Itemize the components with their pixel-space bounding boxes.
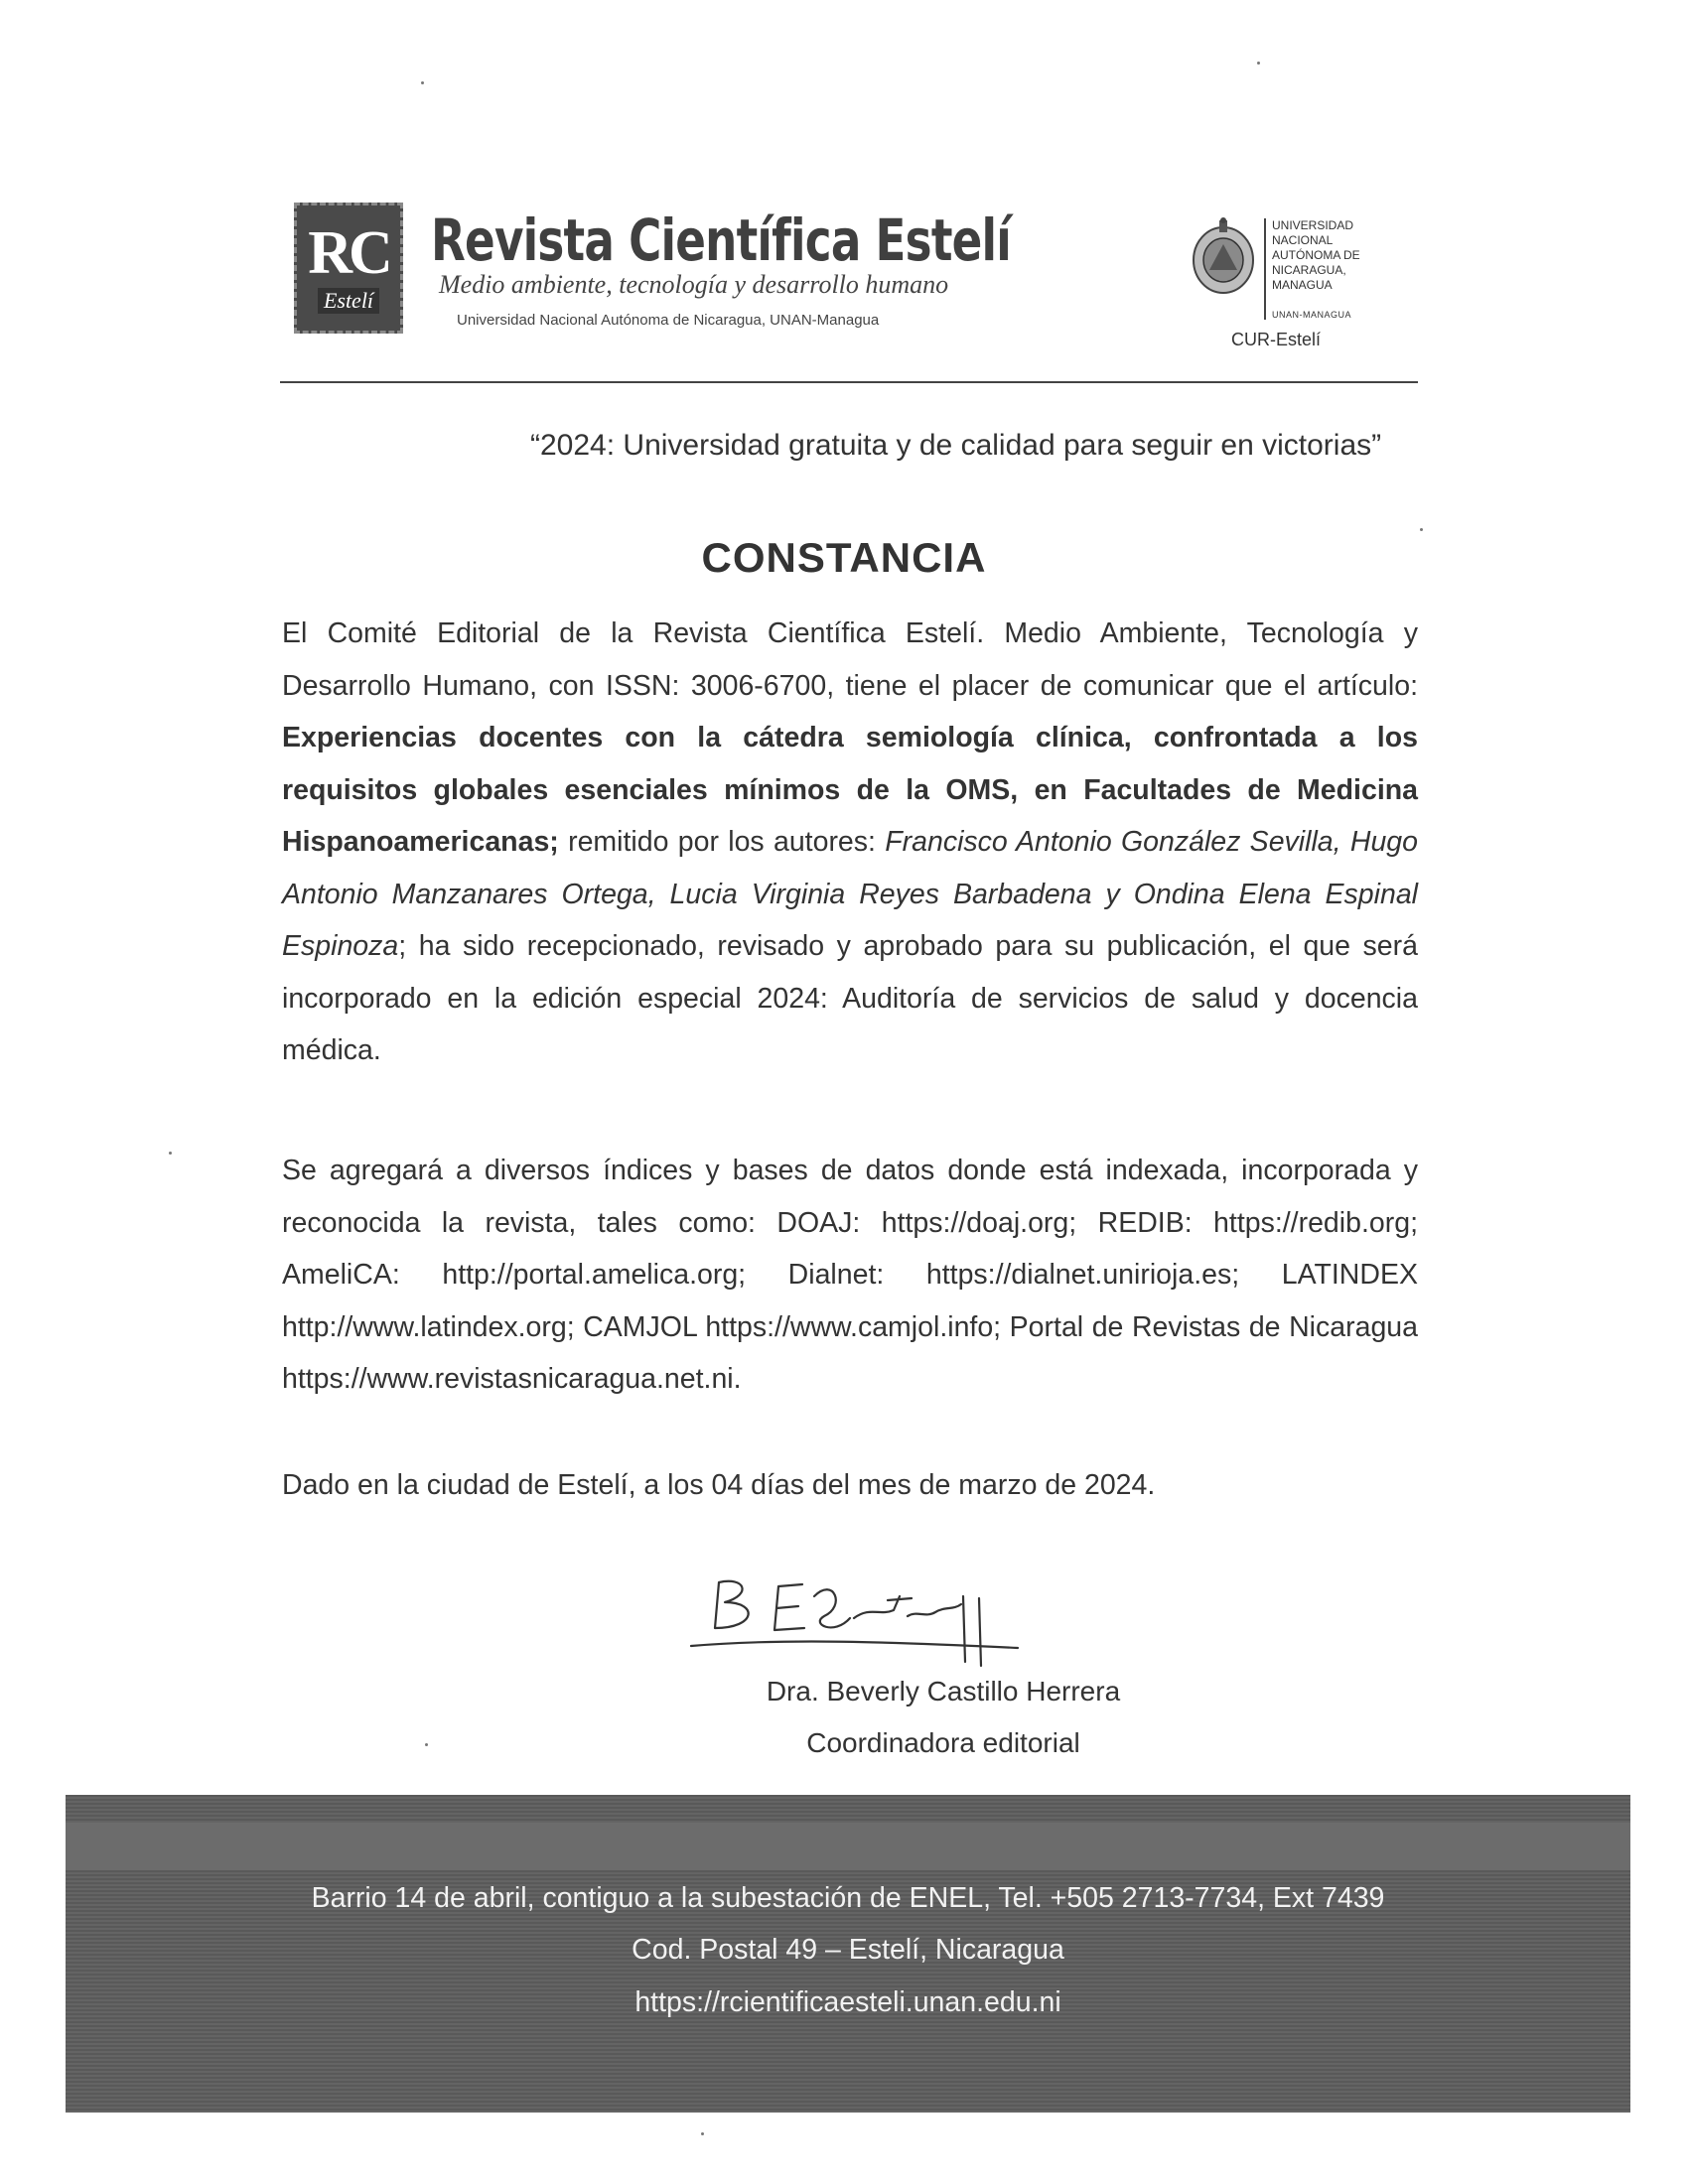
journal-tagline: Medio ambiente, tecnología y desarrollo humano — [439, 270, 949, 299]
journal-title: Revista Científica Estelí — [431, 206, 1012, 274]
body-paragraph-3: Dado en la ciudad de Estelí, a los 04 días del mes de marzo de 2024. — [282, 1469, 1156, 1501]
scan-speck — [421, 81, 424, 84]
scan-speck — [169, 1152, 172, 1155]
unan-name-line: NACIONAL — [1272, 233, 1334, 247]
university-seal-icon — [1190, 216, 1257, 298]
unan-name — [1272, 218, 1391, 293]
footer-website-link[interactable]: https://rcientificaesteli.unan.edu.ni — [634, 1986, 1061, 2018]
journal-logo — [294, 203, 403, 334]
journal-university: Universidad Nacional Autónoma de Nicaragua, UNAN-Managua — [457, 312, 880, 329]
seal-divider — [1264, 218, 1266, 320]
institutional-motto: “2024: Universidad gratuita y de calidad para seguir en victorias” — [530, 429, 1382, 462]
unan-name-line: NICARAGUA, — [1272, 263, 1346, 277]
handwritten-signature — [675, 1567, 1033, 1676]
campus-name: CUR-Estelí — [1231, 330, 1322, 349]
p1-end: ; ha sido recepcionado, revisado y aprobado para su publicación, el que será incorporado en la edición especial 2024: Auditoría de servicios de salud y docencia médica. — [282, 930, 1418, 1066]
footer-address: Barrio 14 de abril, contiguo a la subestación de ENEL, Tel. +505 2713-7734, Ext 7439 — [311, 1882, 1385, 1914]
scan-speck — [425, 1743, 428, 1746]
scan-speck — [1257, 62, 1260, 65]
unan-name-line: UNIVERSIDAD — [1272, 218, 1354, 232]
scan-speck — [1420, 528, 1423, 531]
logo-initials: RC — [308, 219, 389, 287]
article-title: Experiencias docentes con la cátedra semiología clínica, confrontada a los requisitos globales esenciales mínimos de la OMS, en Facultades de Medicina Hispanoamericanas; — [282, 722, 1418, 858]
unan-name-line: AUTÓNOMA DE — [1272, 248, 1360, 262]
p1-mid: remitido por los autores: — [558, 826, 886, 858]
header-divider — [280, 381, 1418, 383]
author-list: Francisco Antonio González Sevilla, Hugo Antonio Manzanares Ortega, Lucia Virginia Reyes Barbadena y Ondina Elena Espinal Espinoza — [282, 826, 1418, 962]
scan-speck — [701, 2132, 704, 2135]
logo-subtitle: Estelí — [318, 288, 379, 314]
signer-role: Coordinadora editorial — [806, 1727, 1080, 1758]
footer-band — [66, 1823, 1630, 1870]
signer-name: Dra. Beverly Castillo Herrera — [766, 1676, 1121, 1706]
unan-name-line: MANAGUA — [1272, 278, 1333, 292]
unan-short-name: UNAN-MANAGUA — [1272, 310, 1352, 320]
document-title: CONSTANCIA — [701, 534, 987, 581]
body-paragraph-1 — [282, 608, 1418, 1077]
p1-intro: El Comité Editorial de la Revista Científica Estelí. Medio Ambiente, Tecnología y Desarrollo Humano, con ISSN: 3006-6700, tiene el placer de comunicar que el artículo: — [282, 617, 1418, 702]
footer-postal-code: Cod. Postal 49 – Estelí, Nicaragua — [632, 1934, 1064, 1966]
body-paragraph-2: Se agregará a diversos índices y bases de datos donde está indexada, incorporada y reconocida la revista, tales como: DOAJ: https://doaj.org; REDIB: https://redib.org; AmeliCA: http://portal.amelica.org; Dialnet: https://dialnet.unirioja.es; LATINDEX http://www.latindex.org; CAMJOL https://www.camjol.info; Portal de Revistas de Nicaragua https://www.revistasnicaragua.net.ni. — [282, 1155, 1418, 1395]
